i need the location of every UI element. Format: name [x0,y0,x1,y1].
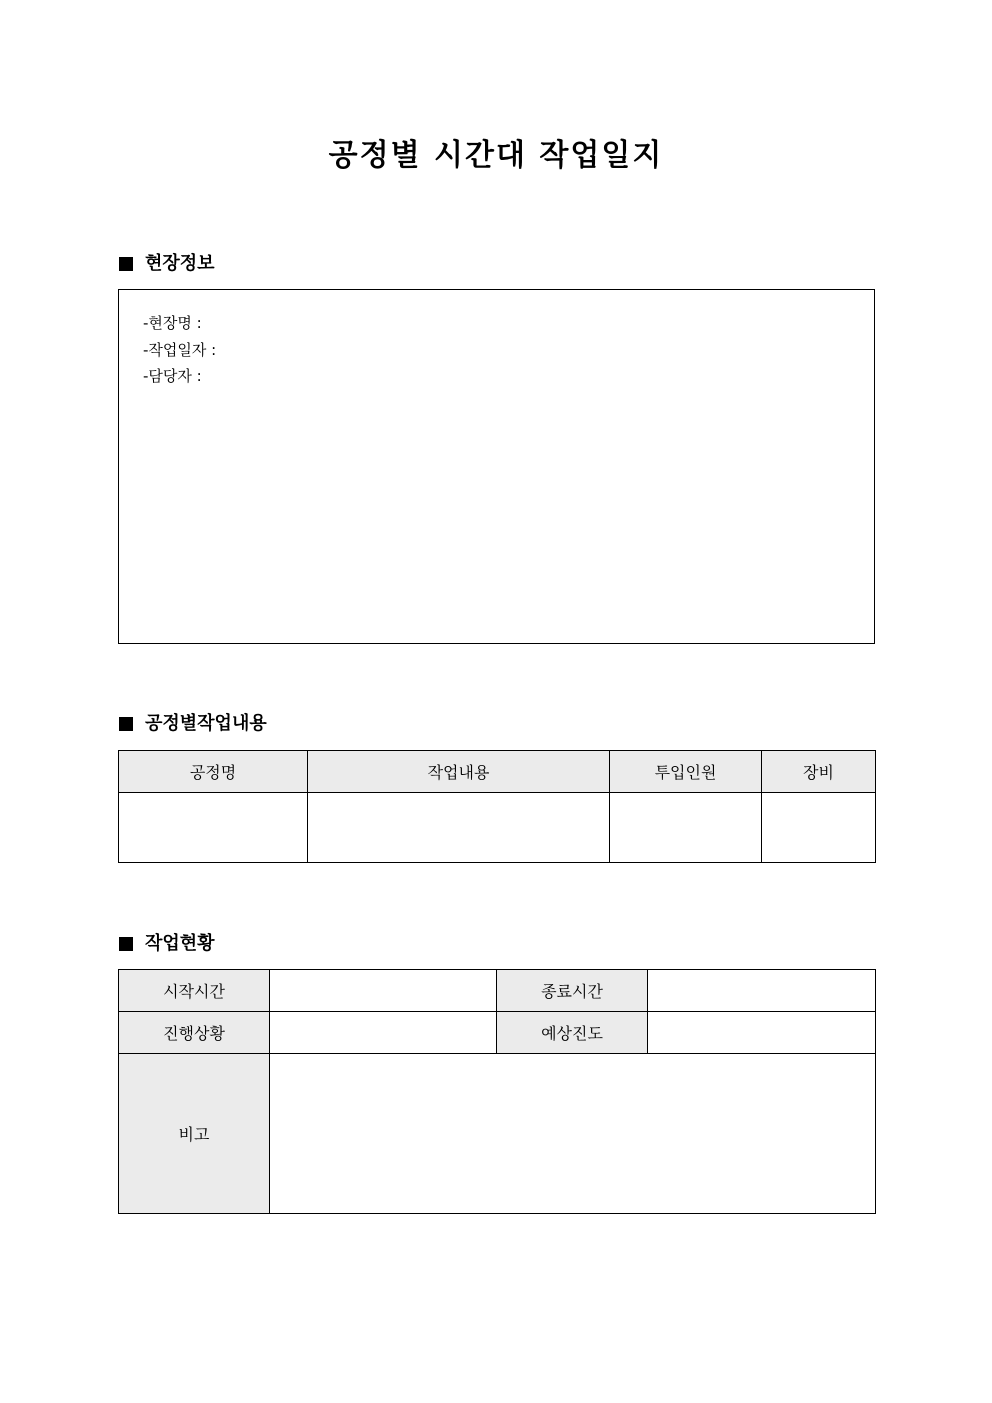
column-header-personnel: 투입인원 [610,751,762,793]
field-manager [143,363,221,390]
section-heading-label: 현장정보 [145,253,215,274]
label-start-time: 시작시간 [119,970,270,1012]
process-work-table [118,750,876,863]
bullet-square-icon [119,257,133,271]
section-heading-label: 작업현황 [145,933,215,954]
label-progress: 진행상황 [119,1012,270,1054]
bullet-square-icon [119,717,133,731]
cell-personnel[interactable] [610,793,762,863]
column-header-process-name: 공정명 [119,751,308,793]
site-info-fields [143,310,221,390]
field-site-name-label: -현장명 : [143,314,202,332]
value-expected-progress[interactable] [648,1012,876,1054]
cell-process-name[interactable] [119,793,308,863]
table-row [119,793,876,863]
value-remarks[interactable] [270,1054,876,1214]
section-heading-label: 공정별작업내용 [145,713,267,734]
section-heading-process-work [119,712,267,736]
column-header-work-content: 작업내용 [308,751,610,793]
label-end-time: 종료시간 [497,970,648,1012]
section-heading-site-info [119,252,215,276]
cell-equipment[interactable] [762,793,876,863]
field-site-name [143,310,221,337]
document-title: 공정별 시간대 작업일지 [328,138,664,173]
label-remarks: 비고 [119,1054,270,1214]
bullet-square-icon [119,937,133,951]
column-header-equipment: 장비 [762,751,876,793]
work-status-table [118,969,876,1214]
table-row [119,1054,876,1214]
label-expected-progress: 예상진도 [497,1012,648,1054]
field-work-date-label: -작업일자 : [143,340,217,359]
table-row [119,970,876,1012]
table-row [119,1012,876,1054]
cell-work-content[interactable] [308,793,610,863]
value-end-time[interactable] [648,970,876,1012]
value-progress[interactable] [270,1012,497,1054]
section-heading-work-status [119,932,215,956]
table-header-row [119,751,876,793]
site-info-box [118,289,875,644]
field-manager-label: -담당자 : [143,367,202,385]
value-start-time[interactable] [270,970,497,1012]
field-work-date [143,337,221,364]
